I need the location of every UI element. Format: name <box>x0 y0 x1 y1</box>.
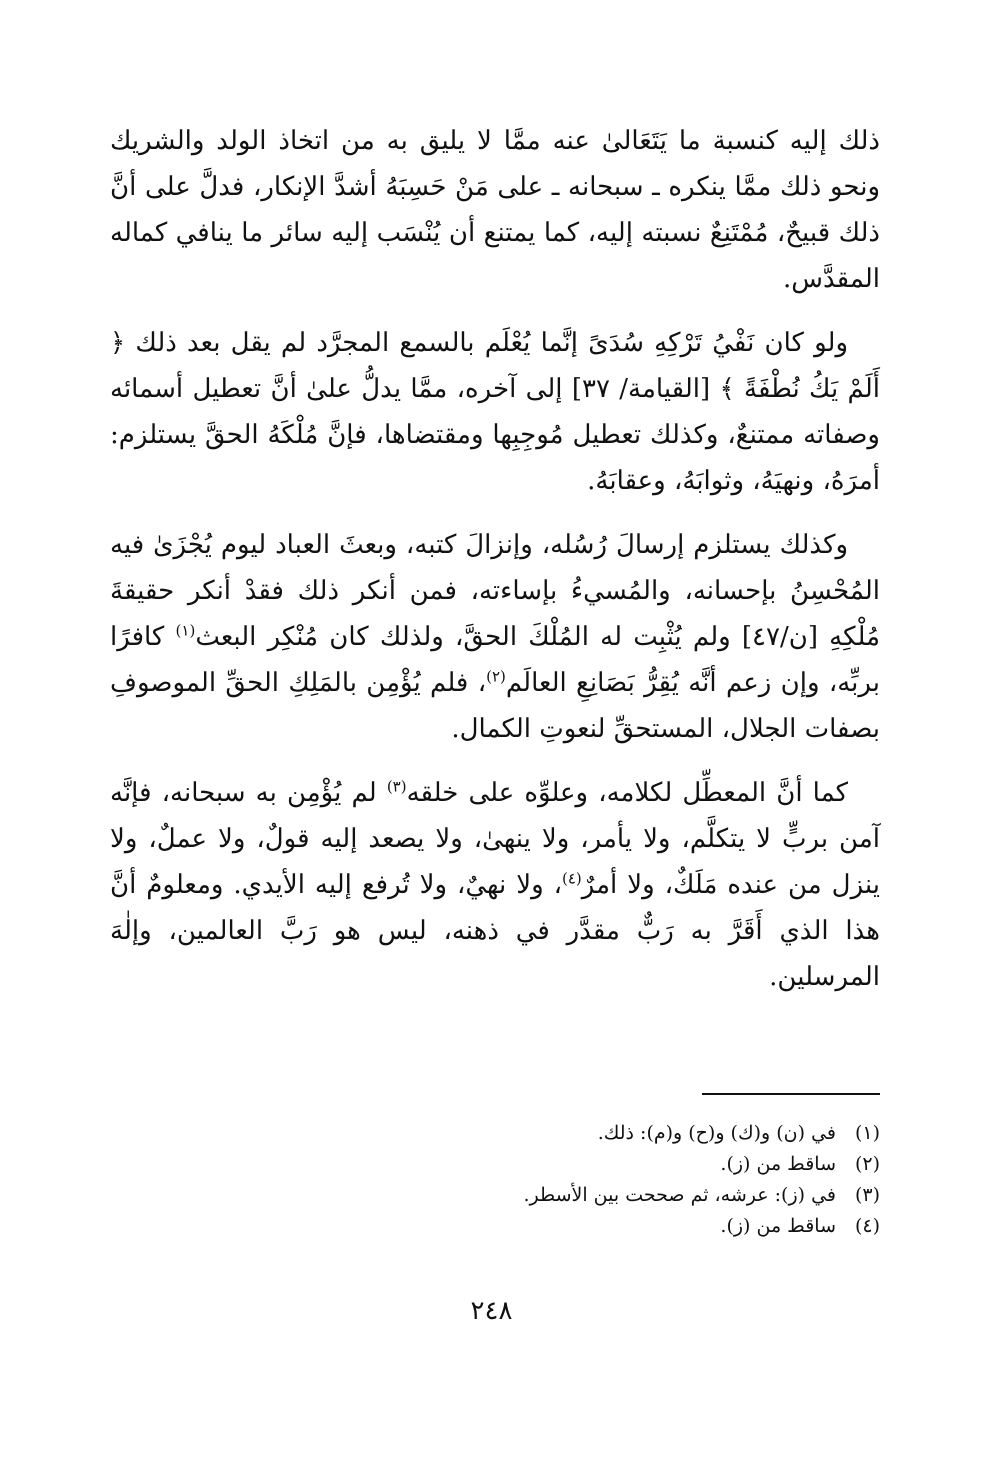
paragraph-3-part-2: كافرًا بربِّه، وإن زعم أنَّه يُقِرُّ بَصَانِعِ العالَم <box>110 622 880 698</box>
footnote-4 <box>180 1211 880 1242</box>
footnote-3 <box>180 1180 880 1211</box>
footnote-number: (٤) <box>854 1215 880 1237</box>
paragraph-4-part-3: ، ولا نهيٌ، ولا تُرفع إليه الأيدي. ومعلومٌ أنَّ هذا الذي أَقَرَّ به رَبٌّ مقدَّر في ذهنه، ليس هو رَبَّ العالمين، وإلٰهَ المرسلين. <box>110 870 880 992</box>
paragraph-3 <box>110 522 880 752</box>
footnote-separator <box>702 1093 880 1095</box>
paragraph-4 <box>110 770 880 1000</box>
footnote-2 <box>180 1149 880 1180</box>
footnote-text: في (ز): عرشه، ثم صححت بين الأسطر. <box>523 1184 836 1206</box>
paragraph-1: ذلك إليه كنسبة ما يَتَعَالىٰ عنه ممَّا لا يليق به من اتخاذ الولد والشريك ونحو ذلك ممَّا ينكره ـ سبحانه ـ على مَنْ حَسِبَهُ أشدَّ الإنكار، فدلَّ على أنَّ ذلك قبيحٌ، مُمْتَنِعٌ نسبته إليه، كما يمتنع أن يُنْسَب إليه سائر ما ينافي كماله المقدَّس. <box>110 126 880 294</box>
paragraph-2: ولو كان نَفْيُ تَرْكِهِ سُدَىً إنَّما يُعْلَم بالسمع المجرَّد لم يقل بعد ذلك ﴿ أَلَمْ يَكُ نُطْفَةً ﴾ [القيامة/ ٣٧] إلى آخره، ممَّا يدلُّ علىٰ أنَّ تعطيل أسمائه وصفاته ممتنعٌ، وكذلك تعطيل مُوجِبِها ومقتضاها، فإنَّ مُلْكَهُ الحقَّ يستلزم: أمرَهُ، ونهيَهُ، وثوابَهُ، وعقابَهُ. <box>110 328 881 496</box>
footnote-text: في (ن) و(ك) و(ح) و(م): ذلك. <box>597 1122 836 1144</box>
footnote-text: ساقط من (ز). <box>720 1215 836 1237</box>
footnote-text: ساقط من (ز). <box>720 1153 836 1175</box>
footnote-ref-3: (٣) <box>386 777 407 796</box>
footnote-1 <box>180 1118 880 1149</box>
footnote-ref-2: (٢) <box>486 667 506 686</box>
paragraph-4-part-1: كما أنَّ المعطِّل لكلامه، وعلوِّه على خلقه <box>406 778 849 808</box>
paragraph-3-part-1: وكذلك يستلزم إرسالَ رُسُله، وإنزالَ كتبه، وبعثَ العباد ليوم يُجْزَىٰ فيه المُحْسِنُ بإحسانه، والمُسيءُ بإساءته، فمن أنكر ذلك فقدْ أنكر حقيقةَ مُلْكِهِ [ن/٤٧] ولم يُثْبِت له المُلْكَ الحقَّ، ولذلك كان مُنْكِر البعث <box>110 530 881 652</box>
paragraph-3-part-3: ، فلم يُؤْمِن بالمَلِكِ الحقِّ الموصوفِ بصفات الجلال، المستحقِّ لنعوتِ الكمال. <box>110 668 880 744</box>
footnote-number: (٣) <box>854 1184 880 1206</box>
footnote-number: (١) <box>854 1122 880 1144</box>
page-body <box>110 118 880 1000</box>
footnote-ref-4: (٤) <box>562 869 582 888</box>
footnotes <box>180 1118 880 1242</box>
page-number: ٢٤٨ <box>470 1296 513 1326</box>
footnote-number: (٢) <box>854 1153 880 1175</box>
footnote-ref-1: (١) <box>175 621 196 640</box>
paragraph-4-part-2: لم يُؤْمِن به سبحانه، فإنَّه آمن بربٍّ لا يتكلَّم، ولا يأمر، ولا ينهىٰ، ولا يصعد إليه قولٌ، ولا عملٌ، ولا ينزل من عنده مَلَكٌ، ولا أمرٌ <box>110 778 880 900</box>
